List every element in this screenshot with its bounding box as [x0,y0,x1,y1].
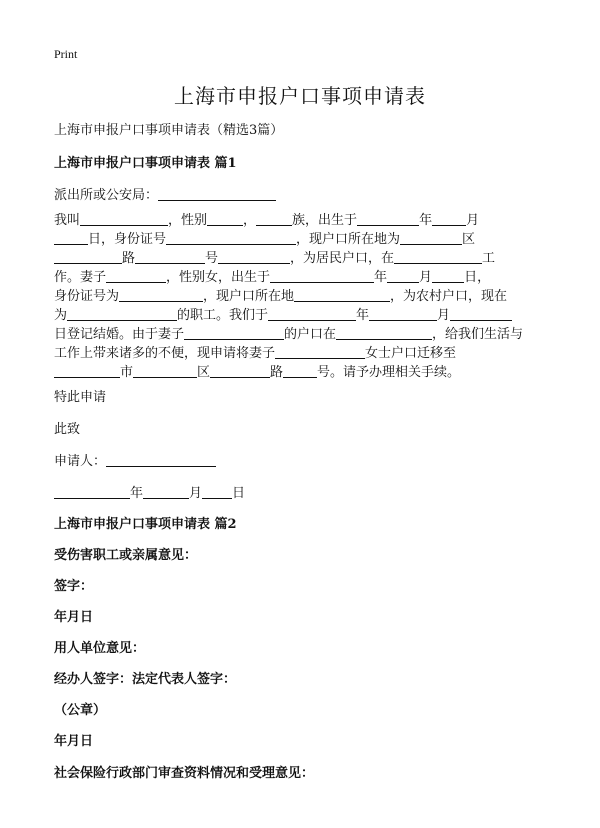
body-text: 为 [54,308,68,323]
body-text: ，为农村户口，现在 [390,289,508,304]
target-number-blank[interactable] [283,363,317,378]
date-label-2: 年月日 [54,734,94,749]
wife-hukou-blank[interactable] [294,287,390,302]
wife-birth-year-blank[interactable] [270,268,374,283]
wife-birth-day-blank[interactable] [432,268,464,283]
body-text: 月 [437,308,451,323]
section1-heading: 上海市申报户口事项申请表 篇1 [54,156,237,171]
marriage-month-blank[interactable] [369,306,437,321]
social-security-opinion-label: 社会保险行政部门审查资料情况和受理意见： [54,766,315,781]
body-text: ，给我们生活与 [432,327,524,342]
body-text: 日， [464,270,491,285]
body-line-9 [54,363,460,382]
date-label-1: 年月日 [54,610,94,625]
wife-hukou-location-blank[interactable] [336,325,432,340]
body-text: 路 [270,365,284,380]
target-city-blank[interactable] [54,363,120,378]
body-text: 族，出生于 [292,213,358,228]
applicant-signature-blank[interactable] [106,452,216,467]
workplace-blank[interactable] [394,249,482,264]
body-text: ，为居民户口，在 [290,251,395,266]
body-text: 月 [466,213,480,228]
employer-opinion-label: 用人单位意见： [54,641,146,656]
birth-month-blank[interactable] [432,211,466,226]
police-station-blank[interactable] [158,186,276,201]
number-blank[interactable] [135,249,205,264]
salutation-text: 此致 [54,422,81,437]
body-line-4 [54,268,490,287]
body-text: 的户口在 [284,327,337,342]
body-text: ，性别女，出生于 [166,270,271,285]
date-month-label: 月 [189,486,203,501]
body-text: 工 [482,251,496,266]
body-text: ， [243,213,257,228]
body-text: 号。请予办理相关手续。 [317,365,461,380]
body-text: 身份证号为 [54,289,120,304]
police-station-row [54,184,276,203]
application-day-blank[interactable] [202,484,232,499]
marriage-year-blank[interactable] [268,306,356,321]
body-line-7 [54,325,523,344]
applicant-label: 申请人： [54,454,107,469]
police-station-label: 派出所或公安局： [54,188,159,203]
road-blank[interactable] [54,249,122,264]
application-month-blank[interactable] [143,484,189,499]
body-text: 区 [197,365,211,380]
body-text: 号 [205,251,219,266]
marriage-day-blank[interactable] [450,306,512,321]
gender-blank[interactable] [207,211,243,226]
employer-blank[interactable] [67,306,177,321]
address-blank[interactable] [218,249,290,264]
document-subtitle: 上海市申报户口事项申请表（精选3篇） [54,123,284,138]
body-text: 市 [120,365,134,380]
body-text: 区 [462,232,476,247]
body-text: ，现户口所在地为 [296,232,401,247]
body-text: 年 [374,270,388,285]
target-district-blank[interactable] [133,363,197,378]
wife-name-blank-2[interactable] [184,325,284,340]
body-line-6 [54,306,512,325]
body-text: 女士户口迁移至 [365,346,457,361]
section2-heading: 上海市申报户口事项申请表 篇2 [54,517,237,532]
birth-year-blank[interactable] [357,211,419,226]
body-text: 的职工。我们于 [177,308,269,323]
victim-opinion-label: 受伤害职工或亲属意见： [54,548,198,563]
wife-birth-month-blank[interactable] [387,268,419,283]
body-line-5 [54,287,507,306]
official-seal-label: （公章） [54,703,107,718]
body-line-2 [54,230,475,249]
body-text: 作。妻子 [54,270,107,285]
body-text: 路 [122,251,136,266]
print-link[interactable]: Print [54,47,78,61]
application-year-blank[interactable] [54,484,130,499]
birth-day-blank[interactable] [54,230,88,245]
wife-id-blank[interactable] [119,287,203,302]
ethnicity-blank[interactable] [256,211,292,226]
body-line-8 [54,344,456,363]
signature-label: 签字： [54,579,94,594]
body-text: ，现户口所在地 [203,289,295,304]
id-number-blank[interactable] [166,230,296,245]
name-blank[interactable] [80,211,168,226]
wife-name-blank-3[interactable] [275,344,365,359]
target-road-blank[interactable] [210,363,270,378]
body-text: 月 [419,270,433,285]
applicant-row [54,450,216,469]
special-request-text: 特此申请 [54,390,107,405]
document-title: 上海市申报户口事项申请表 [174,84,426,108]
body-text: 日登记结婚。由于妻子 [54,327,185,342]
body-text: 我叫 [54,213,81,228]
body-line-1 [54,211,479,230]
date-year-label: 年 [130,486,144,501]
application-date-row [54,482,245,501]
body-text: 日，身份证号 [88,232,167,247]
signatures-label: 经办人签字：法定代表人签字： [54,672,237,687]
body-text: 年 [419,213,433,228]
date-day-label: 日 [232,486,246,501]
district-blank[interactable] [400,230,462,245]
body-line-3 [54,249,495,268]
body-text: 年 [356,308,370,323]
body-text: 工作上带来诸多的不便，现申请将妻子 [54,346,276,361]
wife-name-blank[interactable] [106,268,166,283]
body-text: ，性别 [168,213,208,228]
